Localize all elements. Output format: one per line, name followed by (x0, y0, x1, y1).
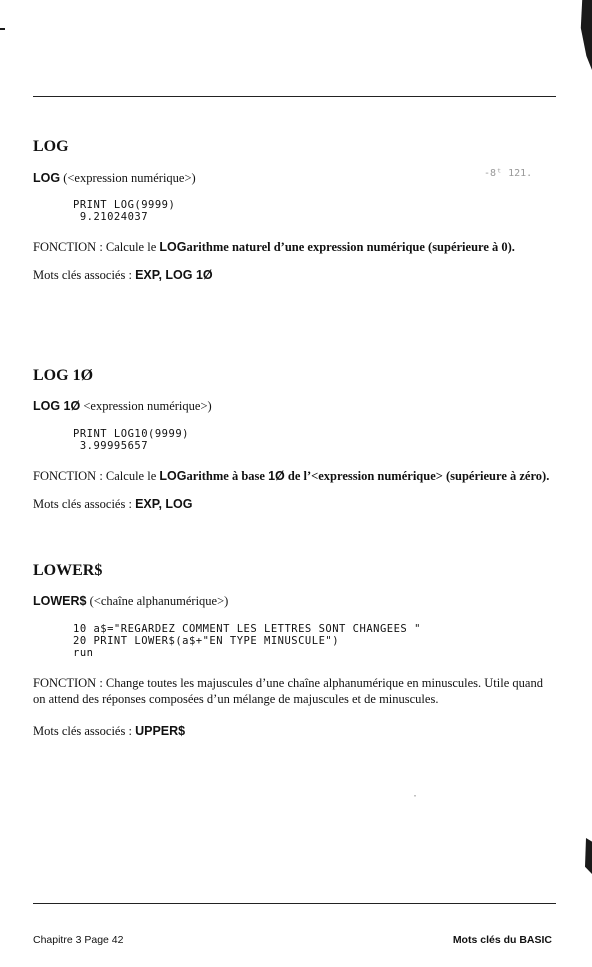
code-example (73, 428, 557, 452)
assoc-keywords: EXP, LOG (135, 497, 193, 511)
function-description (33, 239, 557, 255)
function-text: arithme à base (186, 469, 269, 483)
function-description: FONCTION : Change toutes les majuscules d’une chaîne alphanumérique en minuscules. Utile quand on attend des réponses composées d’un mélange de majuscules et de minuscules. (33, 676, 543, 706)
footer-rule (33, 903, 556, 904)
function-description (33, 468, 557, 484)
footer-chapter-title: Mots clés du BASIC (452, 934, 552, 946)
section-log (33, 138, 557, 283)
code-line: 9.21024037 (73, 211, 149, 223)
section-lower (33, 562, 557, 739)
scan-noise-text: · (412, 791, 419, 802)
function-label: FONCTION : Calcule le (33, 469, 160, 483)
code-line: 20 PRINT LOWER$(a$+"EN TYPE MINUSCULE") (73, 635, 340, 647)
code-line: PRINT LOG(9999) (73, 199, 176, 211)
section-title: LOWER$ (33, 562, 103, 579)
code-line: PRINT LOG10(9999) (73, 428, 189, 440)
section-title: LOG (33, 138, 69, 155)
syntax-text: <expression numérique>) (80, 399, 212, 413)
header-rule (33, 96, 556, 97)
syntax-keyword: LOG (33, 171, 61, 185)
syntax-text: (<expression numérique>) (60, 171, 196, 185)
scan-noise-text: -8ᵗ 121. (484, 168, 533, 179)
assoc-keywords: EXP, LOG 1Ø (135, 268, 213, 282)
code-line: 3.99995657 (73, 440, 149, 452)
syntax-text: (<chaîne alphanumérique>) (86, 594, 229, 608)
assoc-label: Mots clés associés : (33, 268, 136, 282)
code-example (73, 623, 557, 659)
code-line: 10 a$="REGARDEZ COMMENT LES LETTRES SONT CHANGEES " (73, 623, 421, 635)
syntax-line (33, 594, 557, 609)
scan-edge-mark (578, 0, 592, 70)
syntax-line (33, 399, 557, 414)
assoc-label: Mots clés associés : (33, 724, 136, 738)
syntax-line (33, 171, 557, 186)
function-text: de l’<expression numérique> (supérieure à zéro). (284, 469, 550, 483)
assoc-label: Mots clés associés : (33, 497, 136, 511)
associated-keywords (33, 496, 557, 512)
function-label: FONCTION : Calcule le (33, 240, 160, 254)
associated-keywords (33, 267, 557, 283)
scan-edge-mark (0, 28, 5, 30)
assoc-keywords: UPPER$ (135, 724, 186, 738)
code-line: run (73, 647, 94, 659)
associated-keywords (33, 723, 557, 739)
function-text: arithme naturel d’une expression numérique (supérieure à 0). (186, 240, 515, 254)
footer-page-number: Chapitre 3 Page 42 (33, 934, 124, 946)
syntax-keyword: LOG 1Ø (33, 399, 81, 413)
function-keyword: 1Ø (268, 469, 285, 483)
scan-edge-mark (582, 838, 592, 874)
code-example (73, 199, 557, 223)
function-keyword: LOG (159, 240, 187, 254)
function-keyword: LOG (159, 469, 187, 483)
section-title: LOG 1Ø (33, 367, 94, 384)
section-log10 (33, 367, 557, 512)
syntax-keyword: LOWER$ (33, 594, 87, 608)
